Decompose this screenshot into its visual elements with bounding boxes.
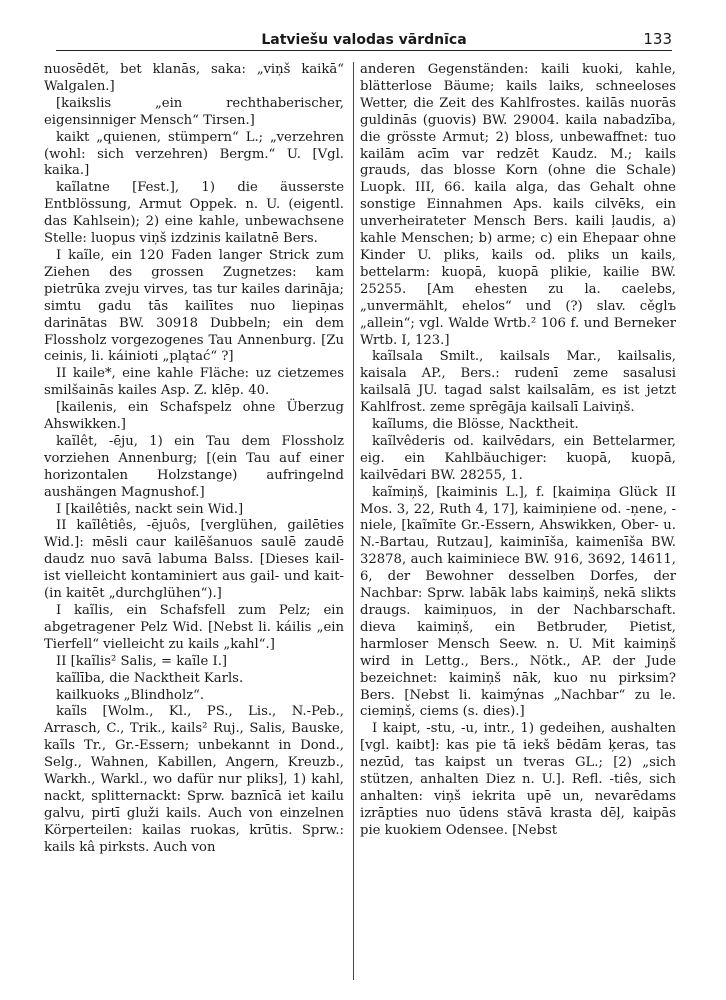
entry-kaile-1: I kaĩle, ein 120 Faden langer Strick zum Ziehen des grossen Zugnetzes: kam pietrūka zveju virves, tas tur kailes darināja; simtu gadu tās kailītes nuo liepiņas darinātas BW. 30918 Dubbeln; ein dem Flossholz vorgezogenes Tau Annenburg. [Zu ceinis, li. káinioti „plątać“ ?] xyxy=(44,247,344,365)
running-title: Latviešu valodas vārdnīca xyxy=(261,32,467,48)
page-header xyxy=(56,28,672,51)
entry-kailelies-1: I [kailêtiês, nackt sein Wid.] xyxy=(56,501,244,517)
entry-kailis-2: II [kaĩlis² Salis, = kaĩle I.] xyxy=(56,653,228,669)
entry-kails: kaĩls [Wolm., Kl., PS., Lis., N.-Peb., Arrasch, C., Trik., kails² Ruj., Salis, Bauske, kaĩls Tr., Gr.-Essern; unbekannt in Dond., Selg., Wahnen, Kabillen, Angern, Kreuzb., Warkh., Warkl., wo dafür nur pliks], 1) kahl, nackt, splitternackt: Sprw. baznīcā iet kailu galvu, pirtī gluži kails. Auch von einzelnen Körperteilen: kailas ruokas, krūtis. Sprw.: kails kâ pirksts. Auch von xyxy=(44,704,344,855)
entry-kaimins: kaĩmiņš, [kaiminis L.], f. [kaimiņa Glück II Mos. 3, 22, Ruth 4, 17], kaimiņiene od. -ņene, -niele, [kaĩmīte Gr.-Essern, Ahswikken, Ober- u. N.-Bartau, Rutzau], kaiminīša, kaimenīša BW. 32878, auch kaiminiece BW. 916, 3692, 14611, 6, der Bewohner desselben Dorfes, der Nachbar: Sprw. labāk labs kaimiņš, nekā slikts draugs. kaimiņuos, in der Nachbarschaft. dieva kaimiņš, ein Betbruder, Pietist, harmloser Mensch Seew. n. U. Mit kaimiņš wird in Lettg., Bers., Nötk., AP. der Jude bezeichnet: kaimiņš nāk, kuo nu pirksim? Bers. [Nebst li. kaimýnas „Nachbar“ zu le. ciemiņš, ciems (s. dies).] xyxy=(360,484,676,720)
entry-continuation: nuosēdēt, bet klanās, saka: „viņš kaikā“ Walgalen.] xyxy=(44,62,344,94)
right-column xyxy=(360,62,676,987)
entry-kaikslis: [kaikslis „ein rechthaberischer, eigensinniger Mensch“ Tirsen.] xyxy=(44,95,344,128)
column-divider xyxy=(353,62,354,980)
entry-kailiba: kaĩlība, die Nacktheit Karls. xyxy=(56,670,244,686)
entry-kailatne: kaĩlatne [Fest.], 1) die äusserste Entblössung, Armut Oppek. n. U. (eigentl. das Kahlsein); 2) eine kahle, unbewachsene Stelle: luopus viņš izdzinis kailatnē Bers. xyxy=(44,180,344,247)
entry-kailet: kaĩlêt, -ēju, 1) ein Tau dem Flossholz vorziehen Annenburg; [(ein Tau auf einer horizontalen Holzstange) aufringelnd aushängen Magnushof.] xyxy=(44,433,344,500)
entry-kailelies-2: II kaĩlêtiês, -ējuôs, [verglühen, gailēties Wid.]: mēsli caur kailēšanuos saulē zaudē daudz nuo savā labuma Balss. [Dieses kail- ist vielleicht kontaminiert aus gail- und kait- (in kaitēt „durchglühen“).] xyxy=(44,518,344,602)
entry-kailkuoks: kailkuoks „Blindholz“. xyxy=(56,687,205,703)
entry-kaipt: I kaipt, -stu, -u, intr., 1) gedeihen, aushalten [vgl. kaibt]: kas pie tā iekš bēdām ķeras, tas nezūd, tas kaipst un tveras GL.; [2) „sich stützen, anhalten Diez n. U.]. Refl. -tiês, sich anhalten: viņš iekrita upē un, nevarēdams izrāpties nuo ūdens stāvā krasta dēļ, kaipās pie kuokiem Odensee. [Nebst xyxy=(360,721,676,838)
entry-kailenis: [kailenis, ein Schafspelz ohne Überzug Ahswikken.] xyxy=(44,400,344,433)
entry-kailums: kaĩlums, die Blösse, Nacktheit. xyxy=(372,417,579,433)
page-number: 133 xyxy=(643,30,672,48)
entry-kailis-1: I kaĩlis, ein Schafsfell zum Pelz; ein abgetragener Pelz Wid. [Nebst li. káilis „ein Tierfell“ vielleicht zu kails „kahl“.] xyxy=(44,603,344,652)
entry-kails-continued: anderen Gegenständen: kaili kuoki, kahle, blätterlose Bäume; kails laiks, schneeloses Wetter, die Zeit des Kahlfrostes. kailās nuorās guldinās (guovis) BW. 29004. kaila nabadzība, die grösste Armut; 2) bloss, unbewaffnet: tuo kailām acīm var redzēt Kaudz. M.; kails grauds, das blosse Korn (ohne die Schale) Luopk. III, 66. kaila alga, das Gehalt ohne sonstige Einnahmen Aps. kails cilvēks, ein unverheirateter Mensch Bers. kaili ļaudis, a) kahle Menschen; b) arme; c) ein Ehepaar ohne Kinder U. pliks, kails od. pliks un kails, bettelarm: kuopā, kuopā plikie, kailie BW. 25255. [Am ehesten zu la. caelebs, „unvermählt, ehelos“ und (?) slav. cěglъ „allein“; vgl. Walde Wrtb.² 106 f. und Berneker Wrtb. I, 123.] xyxy=(360,62,676,348)
entry-kailvederis: kaĩlvêderis od. kailvēdars, ein Bettelarmer, eig. ein Kahlbäuchiger: kuopā, kuopā, kailvēdari BW. 28255, 1. xyxy=(360,433,676,483)
entry-kailsala: kaĩlsala Smilt., kailsals Mar., kailsalis, kaisala AP., Bers.: rudenī zeme sasalusi kailsalā JU. tagad salst kailsalām, es ist jetzt Kahlfrost. zeme sprēgāja kailsalī Laiviņš. xyxy=(360,349,676,416)
entry-kaikt: kaikt „quienen, stümpern“ L.; „verzehren (wohl: sich verzehren) Bergm.“ U. [Vgl. kaika.] xyxy=(44,129,344,179)
entry-kaile-2: II kaile*, eine kahle Fläche: uz cietzemes smilšainās kailes Asp. Z. klēp. 40. xyxy=(44,366,344,399)
left-column xyxy=(44,62,344,987)
